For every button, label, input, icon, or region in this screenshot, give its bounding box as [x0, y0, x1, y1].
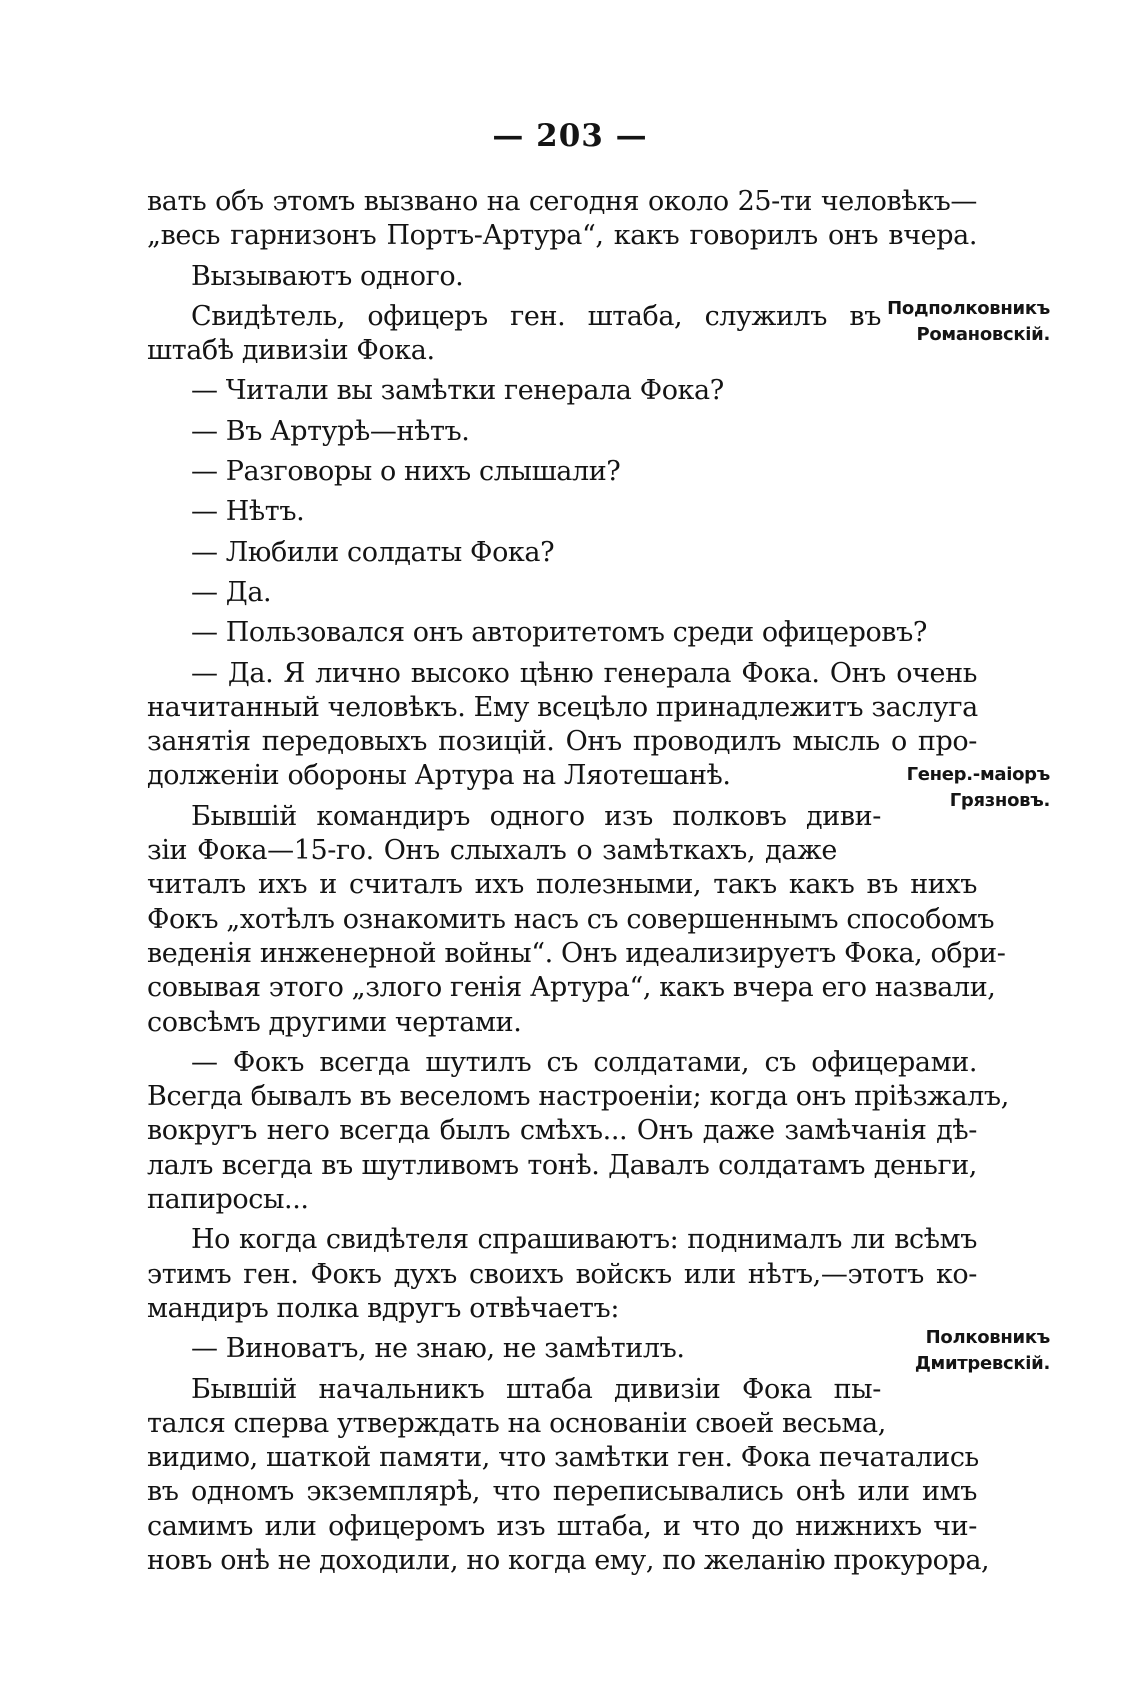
text-line: вать объ этомъ вызвано на сегодня около 25-ти человѣкъ—: [147, 186, 977, 217]
text-line: этимъ ген. Фокъ духъ своихъ войскъ или нѣтъ,—этотъ ко-: [147, 1258, 977, 1290]
text-line: зіи Фока—15-го. Онъ слыхалъ о замѣткахъ, даже: [147, 835, 837, 867]
text-line: „весь гарнизонъ Портъ-Артура“, какъ говорилъ онъ вчера.: [147, 220, 977, 252]
text-line: долженіи обороны Артура на Ляотешанѣ.: [147, 760, 731, 792]
paragraph: [147, 1332, 977, 1366]
text-line: папиросы...: [147, 1184, 309, 1216]
paragraph: [147, 300, 977, 369]
paragraph: [147, 260, 977, 294]
margin-note-rank: Подполковникъ: [887, 298, 1050, 319]
text-line: новъ онѣ не доходили, но когда ему, по желанію прокурора,: [147, 1544, 990, 1576]
paragraph: [147, 374, 977, 408]
text-line: веденія инженерной войны“. Онъ идеализируетъ Фока, обри-: [147, 937, 1006, 969]
text-line: — Фокъ всегда шутилъ съ солдатами, съ офицерами.: [191, 1046, 977, 1078]
text-line: начитанный человѣкъ. Ему всецѣло принадлежитъ заслуга: [147, 691, 978, 723]
text-line: — Да. Я лично высоко цѣню генерала Фока. Онъ очень: [191, 657, 977, 689]
text-line: Фокъ „хотѣлъ ознакомить насъ съ совершеннымъ способомъ: [147, 903, 995, 935]
paragraph: [147, 455, 977, 489]
text-line: — Нѣтъ.: [191, 496, 305, 528]
text-line: Бывшій начальникъ штаба дивизіи Фока пы-: [191, 1373, 881, 1405]
paragraph: [147, 495, 977, 529]
paragraph: [147, 1223, 977, 1326]
paragraph: [147, 1373, 990, 1579]
margin-note-name: Дмитревскій.: [914, 1353, 1050, 1374]
margin-note-name: Романовскій.: [916, 324, 1050, 345]
text-line: самимъ или офицеромъ изъ штаба, и что до нижнихъ чи-: [147, 1510, 977, 1542]
text-line: — Читали вы замѣтки генерала Фока?: [191, 375, 724, 407]
text-line: Вызываютъ одного.: [191, 260, 464, 292]
text-line: читалъ ихъ и считалъ ихъ полезными, такъ какъ въ нихъ: [147, 869, 977, 901]
margin-note-gryaznov: [870, 762, 1050, 814]
paragraph: [147, 576, 977, 610]
paragraph: [147, 185, 977, 254]
paragraph: [147, 1046, 1009, 1217]
page-number: — 203 —: [492, 118, 648, 154]
text-line: занятія передовыхъ позицій. Онъ проводилъ мысль о про-: [147, 726, 977, 758]
paragraph: [147, 616, 977, 650]
text-line: Но когда свидѣтеля спрашиваютъ: поднималъ ли всѣмъ: [191, 1224, 977, 1256]
text-line: мандиръ полка вдругъ отвѣчаетъ:: [147, 1292, 620, 1324]
paragraph: [147, 800, 1006, 1040]
text-line: — Въ Артурѣ—нѣтъ.: [191, 415, 470, 447]
text-line: штабѣ дивизіи Фока.: [147, 335, 435, 367]
text-line: Всегда бывалъ въ веселомъ настроеніи; когда онъ пріѣзжалъ,: [147, 1081, 1009, 1113]
text-line: совсѣмъ другими чертами.: [147, 1006, 522, 1038]
text-line: совывая этого „злого генія Артура“, какъ вчера его назвали,: [147, 972, 996, 1004]
margin-note-name: Грязновъ.: [949, 790, 1050, 811]
text-line: Свидѣтель, офицеръ ген. штаба, служилъ въ: [191, 300, 881, 332]
margin-note-rank: Генер.-маіоръ: [906, 764, 1050, 785]
text-line: — Да.: [191, 576, 272, 608]
text-line: — Виноватъ, не знаю, не замѣтилъ.: [191, 1333, 685, 1365]
margin-note-romanovsky: [870, 296, 1050, 348]
margin-note-rank: Полковникъ: [925, 1327, 1050, 1348]
paragraph: [147, 415, 977, 449]
text-line: въ одномъ экземплярѣ, что переписывались онѣ или имъ: [147, 1476, 977, 1508]
text-line: — Любили солдаты Фока?: [191, 536, 555, 568]
text-line: видимо, шаткой памяти, что замѣтки ген. Фока печатались: [147, 1442, 979, 1474]
text-line: — Пользовался онъ авторитетомъ среди офицеровъ?: [191, 617, 927, 649]
text-line: — Разговоры о нихъ слышали?: [191, 456, 621, 488]
text-line: вокругъ него всегда былъ смѣхъ... Онъ даже замѣчанія дѣ-: [147, 1115, 977, 1147]
paragraph: [147, 536, 977, 570]
paragraph: [147, 657, 977, 794]
text-line: тался сперва утверждать на основаніи своей весьма,: [147, 1407, 886, 1439]
text-line: лалъ всегда въ шутливомъ тонѣ. Давалъ солдатамъ деньги,: [147, 1149, 977, 1181]
text-line: Бывшій командиръ одного изъ полковъ диви-: [191, 800, 881, 832]
margin-note-dmitrevsky: [870, 1325, 1050, 1377]
